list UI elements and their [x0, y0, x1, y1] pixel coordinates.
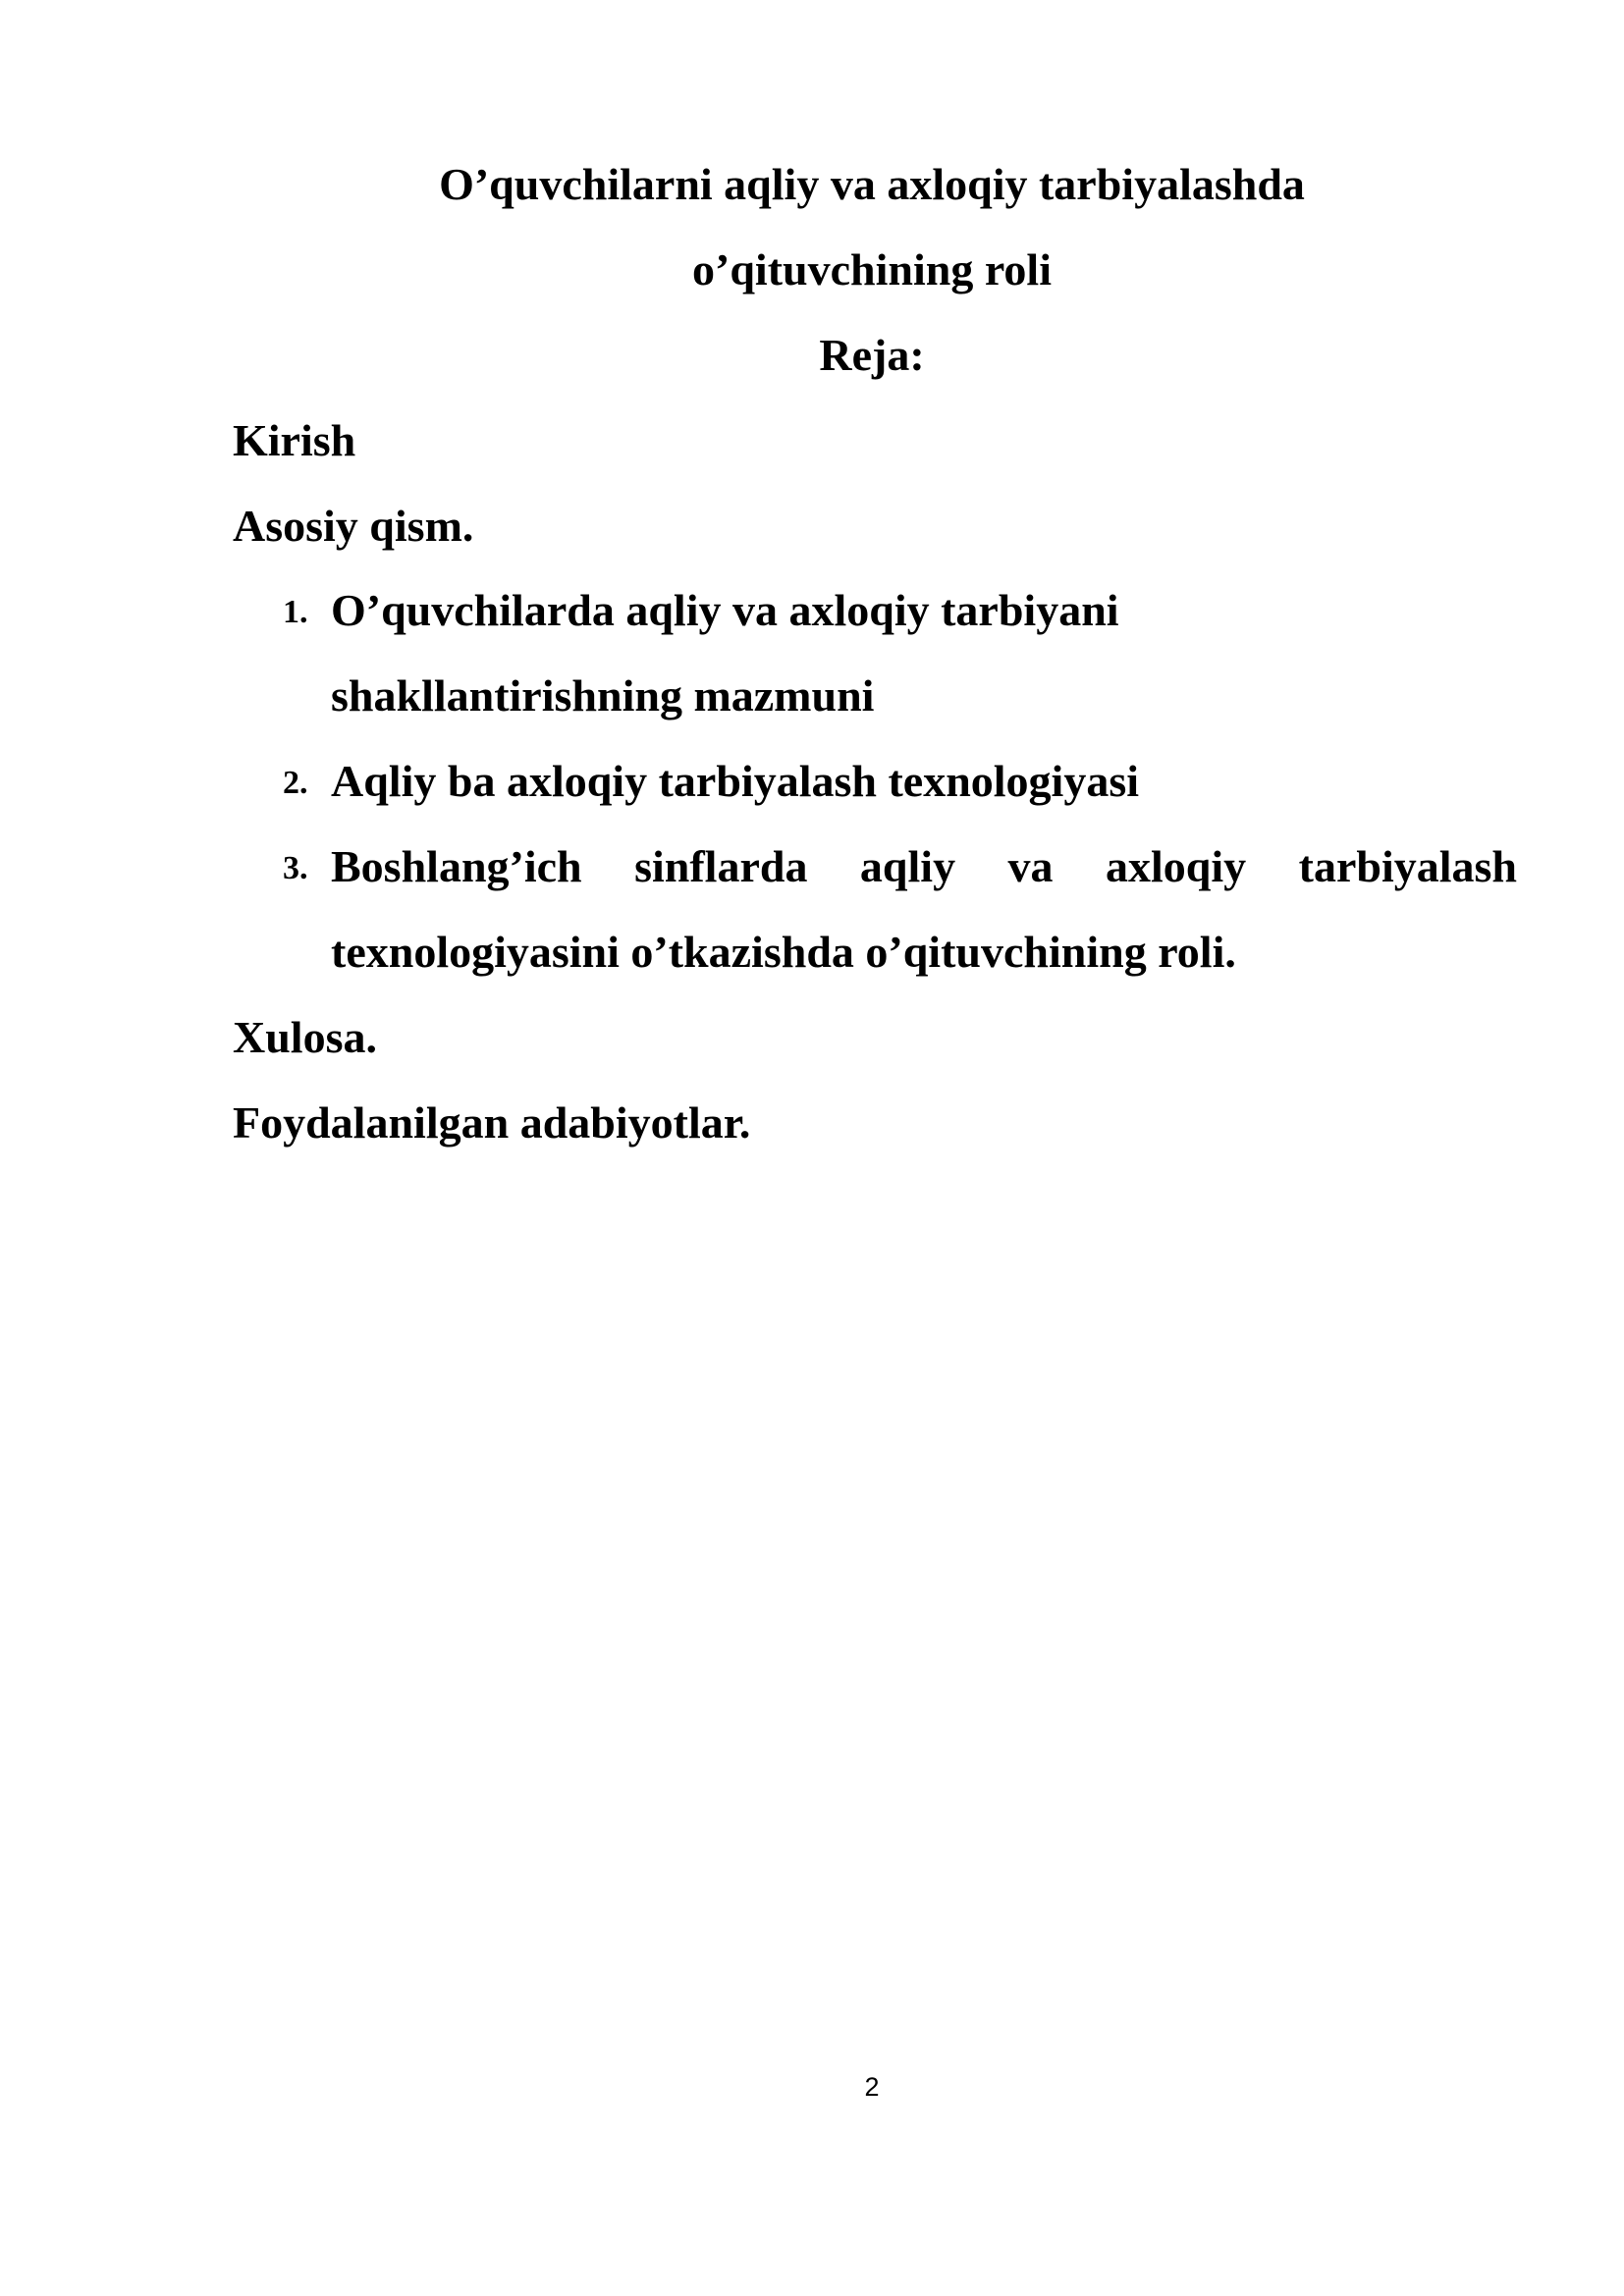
title-line-1: O’quvchilarni aqliy va axloqiy tarbiyalashda: [439, 159, 1305, 209]
conclusion-heading: Xulosa.: [233, 1012, 377, 1062]
list-item-number: 3.: [283, 850, 308, 886]
list-item-text: O’quvchilarda aqliy va axloqiy tarbiyani: [331, 585, 1119, 635]
title-line-2: o’qituvchining roli: [692, 244, 1052, 294]
list-item-text-continued: shakllantirishning mazmuni: [331, 670, 875, 721]
intro-heading: Kirish: [233, 415, 356, 465]
list-item-text-continued: texnologiyasini o’tkazishda o’qituvchining roli.: [331, 927, 1236, 977]
list-item-text: Aqliy ba axloqiy tarbiyalash texnologiyasi: [331, 756, 1140, 806]
references-heading: Foydalanilgan adabiyotlar.: [233, 1097, 751, 1148]
main-part-heading: Asosiy qism.: [233, 501, 474, 551]
list-item-number: 1.: [283, 594, 308, 630]
page-number: 2: [864, 2072, 880, 2102]
list-item-number: 2.: [283, 765, 308, 801]
list-item-text: Boshlang’ich sinflarda aqliy va axloqiy tarbiyalash: [331, 841, 1517, 891]
plan-heading: Reja:: [819, 330, 925, 380]
